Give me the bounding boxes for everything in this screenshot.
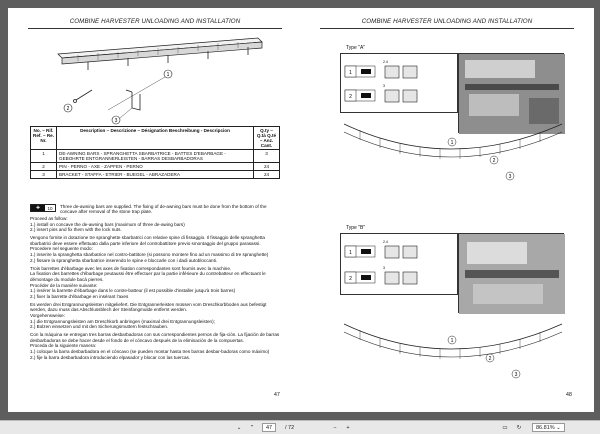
instruction-line: Con la máquina se entregan tres barras desbarbadoras con sus correspondientes pernos de fija-ción. La fijación de barras desbarbadoras se debe hacer desde el fondo de el cóncavo después de la eliminación de la compuertas. <box>30 332 280 343</box>
table-row: 2 PIN - PERNO - AXE - ZAPFEN - PERNO 24 <box>31 163 280 171</box>
instruction-line: Vengono fornite in dotazione tre spranghette sbarbatrici con relative spine di fissaggio. Il fissaggio delle spranghetta sbarbatrici deve essere effettuato dalla parte inferiore del controbattitore previo smontaggio del gruppo parasassi. Procedere nel seguente modo: <box>30 235 265 252</box>
col-header-description: Description – Descrizione – Désignation Beschreibung - Descripcion <box>57 127 254 150</box>
instruction-line: Es werden drei Entgrannungsleisten mitgeliefert. Die Entgrannerleisten müssen vom Dreschkorbboden aus befestigt werden, dazu muss das Abschlussblech der Steinfangmulde entfernt werden. <box>30 301 267 313</box>
type-a-diagram-box <box>340 53 458 113</box>
col-header-qty: Q.ty – Q.tà Q.té – Anz. Cant. <box>254 127 280 150</box>
zoom-level-select[interactable]: 86.81% ⌄ <box>532 423 565 432</box>
instruction-line: 2.) fixer la barrette d'ébarbage en insérant l'axes <box>30 293 129 299</box>
parts-illustration <box>48 34 268 126</box>
col-header-no: No. – Rif. Ref. – Re. Nr. <box>31 127 57 150</box>
zoom-in-icon[interactable]: + <box>346 424 350 431</box>
svg-text:1: 1 <box>450 338 454 344</box>
instruction-line: 1.) install on concave the de-awning bars (maximum of three de-awing bars) <box>30 221 185 227</box>
viewer-toolbar <box>0 420 600 434</box>
svg-text:3: 3 <box>383 266 385 270</box>
svg-text:3: 3 <box>383 84 385 88</box>
svg-text:3: 3 <box>514 372 518 378</box>
page-header: COMBINE HARVESTER UNLOADING AND INSTALLATION <box>320 18 574 29</box>
svg-text:1: 1 <box>349 250 352 256</box>
instruction-line: La fixation des barrettes d'ébarbage peutaussi être effectuer par la partie inférieure du contrebatteur en effectuant le démontage du module bacà pierres. <box>30 271 266 282</box>
instruction-line: Procéder de la manière suivante: <box>30 282 98 288</box>
fit-page-icon[interactable]: ▭ <box>502 424 508 431</box>
instruction-line: 2.) Bolzen einsetzen und mit den Sicherungsmuttern festschrauben. <box>30 324 169 330</box>
wrench-icon: ✚ 10 <box>30 204 56 212</box>
page-number-input[interactable]: 47 <box>262 423 276 432</box>
svg-text:2: 2 <box>488 356 492 362</box>
svg-text:2: 2 <box>349 94 352 100</box>
total-pages: / 72 <box>285 424 295 431</box>
instruction-line: 1.) inserire la spranghetta sbarbatrice nel contro-battitore (si possono montere fino ad un massimo di tre spranghette) <box>30 252 269 258</box>
instruction-line: Proceed as follow: <box>30 216 68 221</box>
svg-text:2: 2 <box>349 276 352 282</box>
instruction-line: Trois barrettes d'ébarbage avec les axes de fixation correspondantes sont fournis avec la machine. <box>30 265 232 271</box>
type-b-photo <box>458 233 564 313</box>
type-b-diagram-box <box>340 233 458 295</box>
instruction-line: 2.) fije la barra desbarbadora introduciendo elpasador y blocar con las tuercas. <box>30 354 191 360</box>
instruction-line: Vorgehensweise: <box>30 313 65 318</box>
zoom-out-icon[interactable]: − <box>333 424 337 431</box>
svg-text:2.4: 2.4 <box>383 60 388 64</box>
callout-2: 2 <box>66 106 70 112</box>
chevron-up-icon[interactable]: ⌃ <box>249 424 255 431</box>
svg-text:2.4: 2.4 <box>383 240 388 244</box>
instruction-line: 2.) fissare la spranghetta sbarbatrice inserendo le spine e bloccarle con i dadi autobloccanti. <box>30 257 218 263</box>
instruction-line: 1.) coloque la barra desbarbadora en el cóncavo (se pueden montar hasta tres barras desbar-badoras como máximo) <box>30 349 270 355</box>
svg-text:1: 1 <box>349 70 352 76</box>
notice-block <box>30 204 280 214</box>
svg-text:3: 3 <box>508 174 512 180</box>
parts-table <box>30 126 280 179</box>
instructions-text <box>30 216 282 360</box>
page-left <box>8 8 302 412</box>
type-a-concave-drawing <box>340 114 566 194</box>
type-a-label: Type "A" <box>346 45 366 51</box>
page-number: 48 <box>565 392 572 398</box>
instruction-line: 2.) insert pins and fix them with the lock nuts. <box>30 227 122 233</box>
instruction-line: 1.) insérer la barrette d'ébarbage dans le contre-batteur (il est possible d'installer jusqu'à trois barres) <box>30 288 236 294</box>
table-row: 3 BRACKET - STAFFA - ETRIER - BUEGEL - ABRAZADERA 24 <box>31 171 280 179</box>
svg-text:2: 2 <box>492 158 496 164</box>
notice-text: Three de-awning bars are supplied. The fixing of de-awning bars must be done from the bottom of the concave after removal of the stone trap plate. <box>60 204 267 214</box>
page-header: COMBINE HARVESTER UNLOADING AND INSTALLATION <box>28 18 282 29</box>
table-row: 1 DE-AWNING BARS - SPRANGHETTA SBARBATRICE - BATTES D'EBARBAGE - GEBOHRTE ENTGRANNERLEISTEN - BARRAS DESBARBADORAS 3 <box>31 150 280 163</box>
instruction-line: 1.) die Entgrannungsleisten am Dreschkorb anbringen (maximal drei Entgrannungsleisten); <box>30 318 215 324</box>
page-number: 47 <box>273 392 280 398</box>
page-right <box>300 8 594 412</box>
type-b-concave-drawing <box>340 314 566 394</box>
type-b-label: Type "B" <box>346 225 366 231</box>
svg-text:1: 1 <box>450 140 454 146</box>
rotate-icon[interactable]: ↻ <box>516 424 522 431</box>
callout-1: 1 <box>166 72 170 78</box>
callout-3: 3 <box>114 118 118 124</box>
instruction-line: Proceda de la siguiente manera: <box>30 343 97 349</box>
chevron-down-icon[interactable]: ⌄ <box>236 424 242 431</box>
